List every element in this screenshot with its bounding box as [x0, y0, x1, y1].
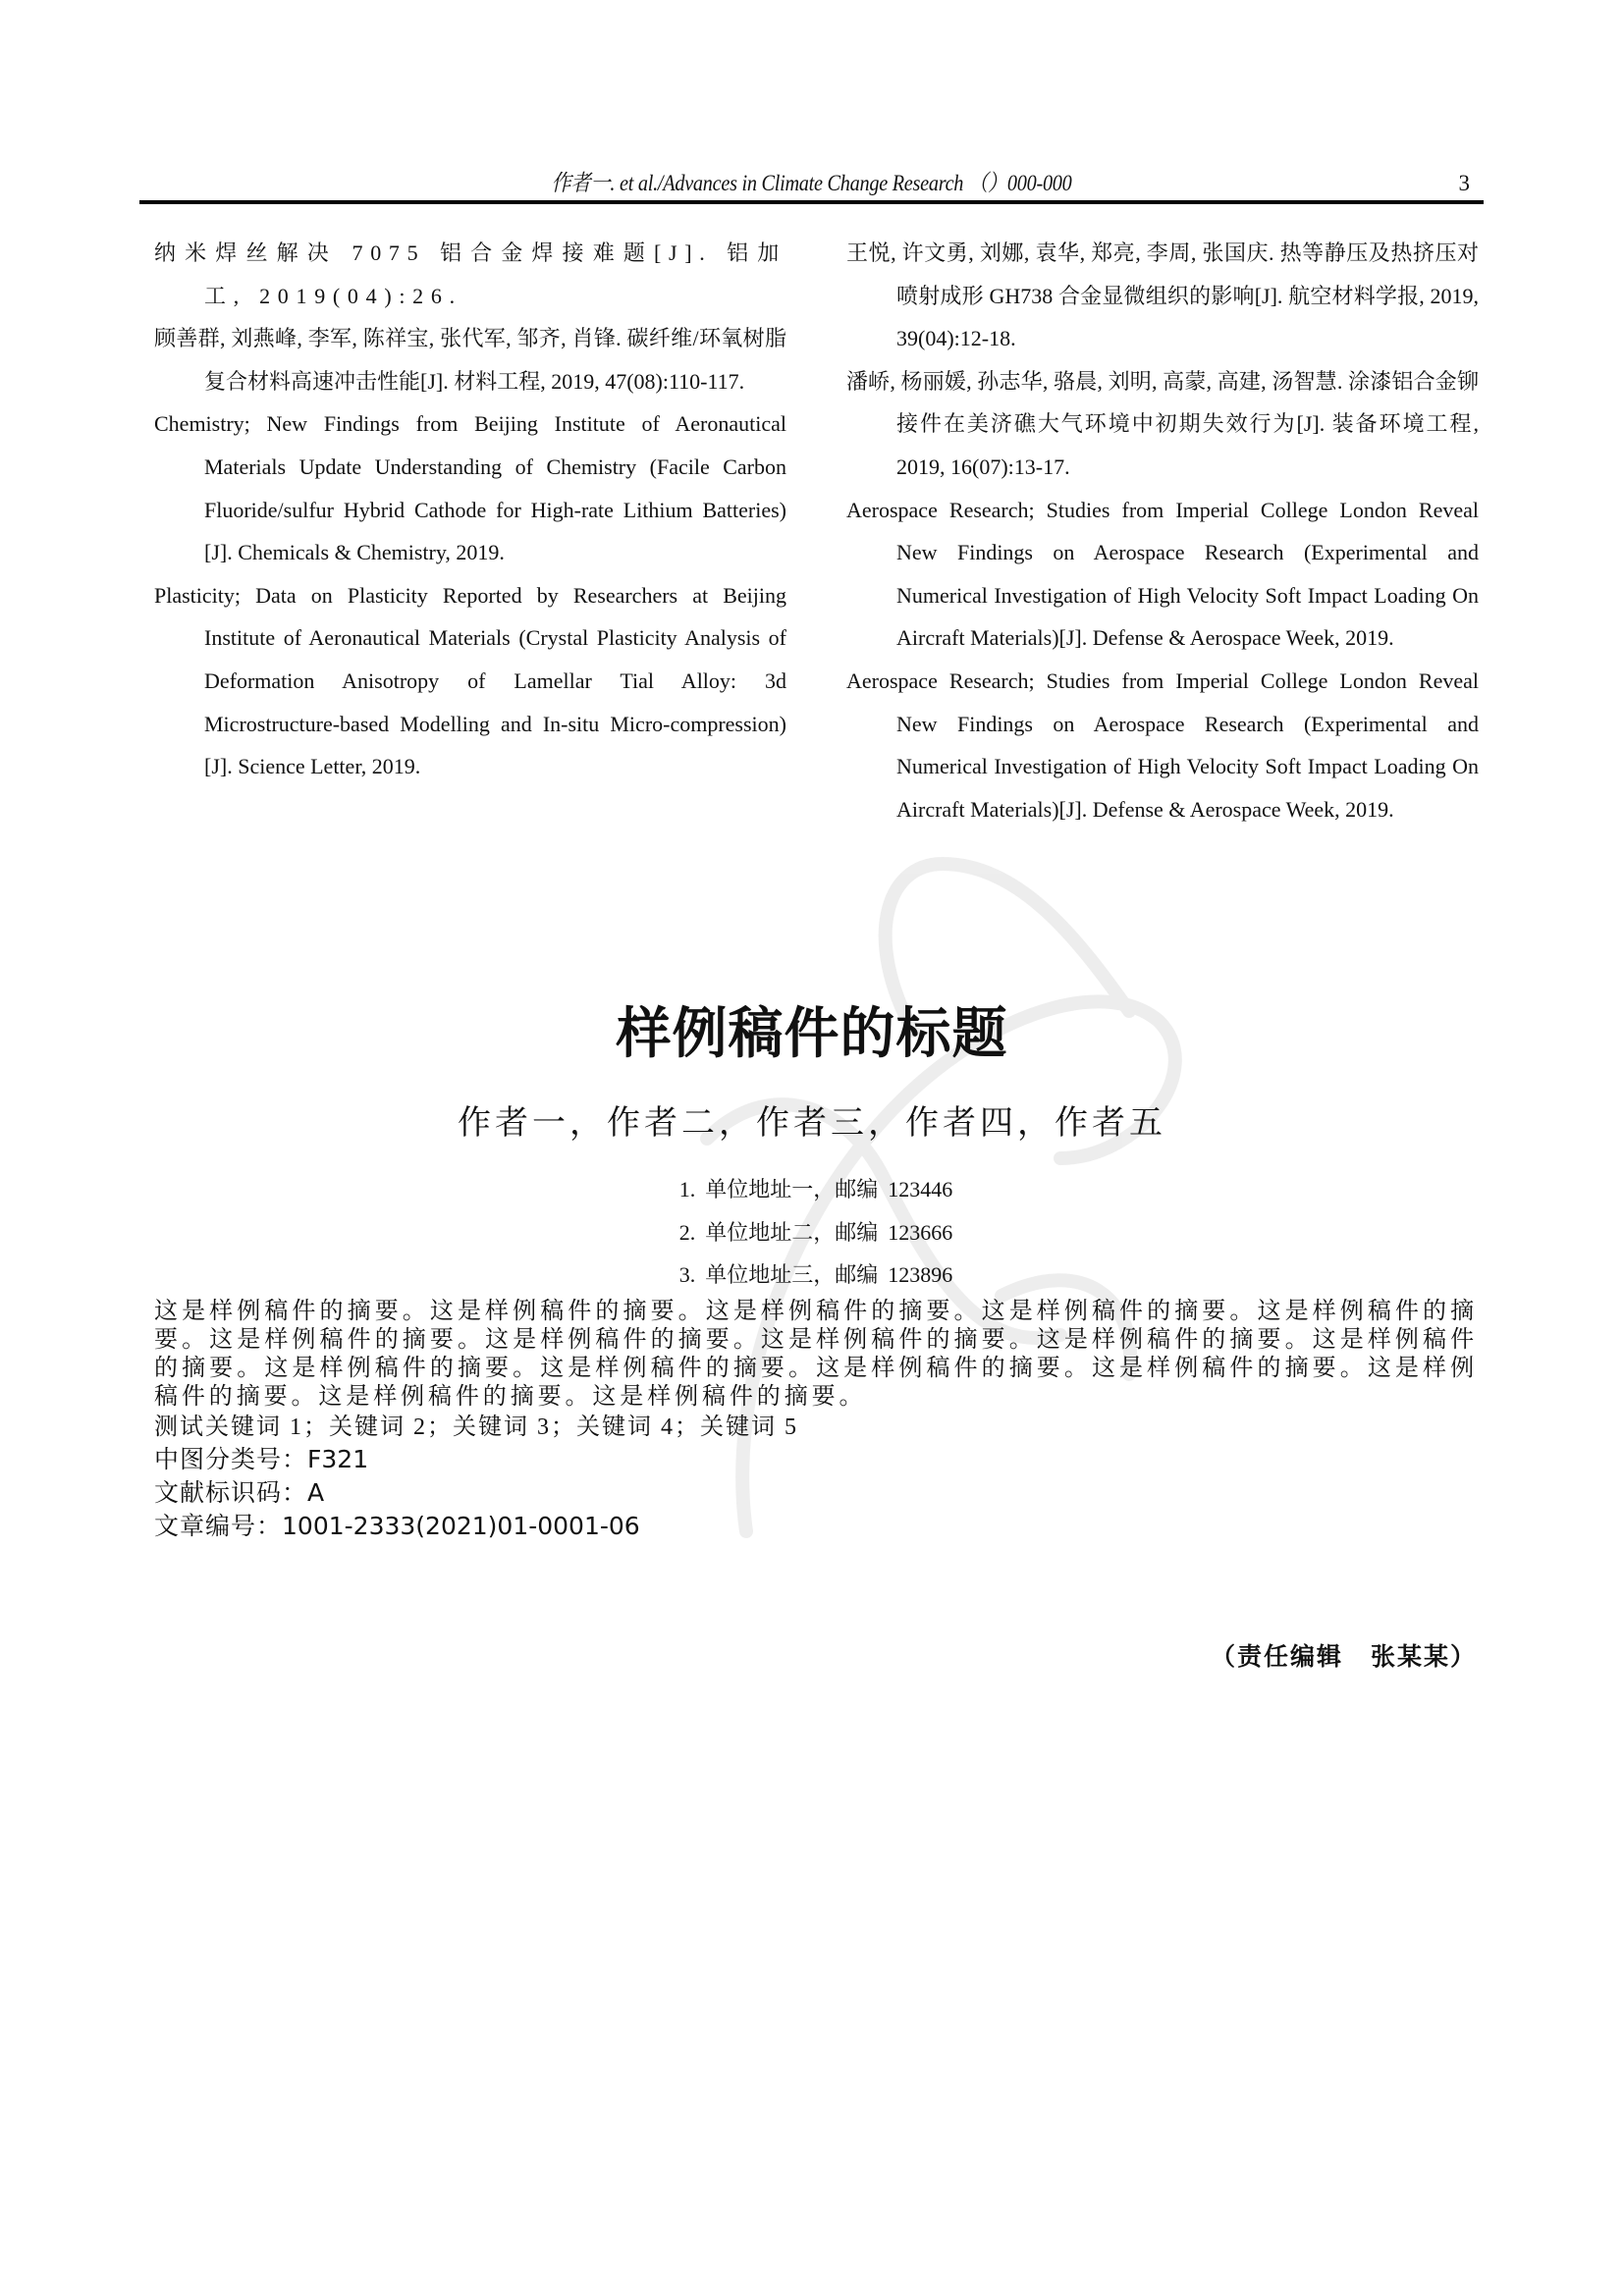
affiliation-zip: 123446	[888, 1177, 953, 1201]
article-number-value: 1001-2333(2021)01-0001-06	[282, 1512, 640, 1540]
affiliation-number: 3.	[678, 1262, 696, 1287]
document-code	[154, 1477, 324, 1509]
affiliation-name: 单位地址二，邮编	[705, 1219, 879, 1245]
clc-label: 中图分类号：	[154, 1445, 308, 1473]
affiliations	[0, 1168, 1624, 1297]
affiliation-name: 单位地址三，邮编	[705, 1262, 879, 1287]
article-number	[154, 1511, 640, 1542]
running-title: 作者一. et al./Advances in Climate Change Research （）000-000	[551, 171, 1072, 195]
reference-item: Plasticity; Data on Plasticity Reported by Researchers at Beijing Institute of Aeronautical Materials (Crystal Plasticity Analysis of Deformation Anisotropy of Lamellar Tial Alloy: 3d Microstructure-based Modelling and In-situ Micro-compression)[J]. Science Letter, 2019.	[154, 582, 786, 779]
reference-item: 纳米焊丝解决 7075 铝合金焊接难题[J]. 铝加工, 2019(04):26.	[154, 240, 786, 308]
reference-item: 潘峤, 杨丽媛, 孙志华, 骆晨, 刘明, 高蒙, 高建, 汤智慧. 涂漆铝合金铆接件在美济礁大气环境中初期失效行为[J]. 装备环境工程, 2019, 16(07):13-17.	[846, 368, 1479, 479]
abstract: 这是样例稿件的摘要。这是样例稿件的摘要。这是样例稿件的摘要。这是样例稿件的摘要。这是样例稿件的摘要。这是样例稿件的摘要。这是样例稿件的摘要。这是样例稿件的摘要。这是样例稿件的摘要。这是样例稿件的摘要。这是样例稿件的摘要。这是样例稿件的摘要。这是样例稿件的摘要。这是样例稿件的摘要。这是样例稿件的摘要。这是样例稿件的摘要。这是样例稿件的摘要。	[154, 1299, 1478, 1410]
running-header	[139, 169, 1484, 198]
references-left-column	[154, 232, 786, 788]
reference-item: Chemistry; New Findings from Beijing Institute of Aeronautical Materials Update Understanding of Chemistry (Facile Carbon Fluoride/sulfur Hybrid Cathode for High-rate Lithium Batteries)[J]. Chemicals & Chemistry, 2019.	[154, 411, 786, 565]
affiliation-number: 2.	[678, 1219, 696, 1245]
clc-value: F321	[307, 1445, 369, 1473]
affiliation-number: 1.	[678, 1177, 696, 1201]
document-code-value: A	[307, 1478, 325, 1507]
reference-item: Aerospace Research; Studies from Imperial College London Reveal New Findings on Aerospace Research (Experimental and Numerical Investigation of High Velocity Soft Impact Loading On Aircraft Materials)[J]. Defense & Aerospace Week, 2019.	[846, 497, 1479, 651]
reference-item: 王悦, 许文勇, 刘娜, 袁华, 郑亮, 李周, 张国庆. 热等静压及热挤压对喷射成形 GH738 合金显微组织的影响[J]. 航空材料学报, 2019, 39(04):12-18.	[846, 240, 1479, 351]
affiliation-zip: 123896	[888, 1262, 953, 1287]
document-code-label: 文献标识码：	[154, 1478, 308, 1507]
affiliation-item	[0, 1168, 1624, 1211]
page-number: 3	[1458, 171, 1470, 195]
editor-label: （责任编辑	[1210, 1644, 1343, 1671]
editor-name: 张某某）	[1370, 1644, 1477, 1671]
affiliation-zip: 123666	[888, 1219, 953, 1245]
header-rule	[139, 200, 1484, 204]
keywords: 测试关键词 1；关键词 2；关键词 3；关键词 4；关键词 5	[154, 1415, 798, 1440]
responsible-editor	[1211, 1642, 1477, 1674]
reference-item: Aerospace Research; Studies from Imperial College London Reveal New Findings on Aerospace Research (Experimental and Numerical Investigation of High Velocity Soft Impact Loading On Aircraft Materials)[J]. Defense & Aerospace Week, 2019.	[846, 667, 1479, 822]
article-authors: 作者一，作者二，作者三，作者四，作者五	[458, 1105, 1166, 1142]
affiliation-item	[0, 1211, 1624, 1255]
clc-number	[154, 1444, 368, 1475]
affiliation-name: 单位地址一，邮编	[705, 1177, 879, 1201]
article-number-label: 文章编号：	[154, 1512, 283, 1540]
reference-item: 顾善群, 刘燕峰, 李军, 陈祥宝, 张代军, 邹齐, 肖锋. 碳纤维/环氧树脂复合材料高速冲击性能[J]. 材料工程, 2019, 47(08):110-117.	[154, 326, 786, 394]
references-right-column	[846, 232, 1479, 830]
article-title: 样例稿件的标题	[616, 1002, 1008, 1066]
affiliation-item	[0, 1254, 1624, 1297]
